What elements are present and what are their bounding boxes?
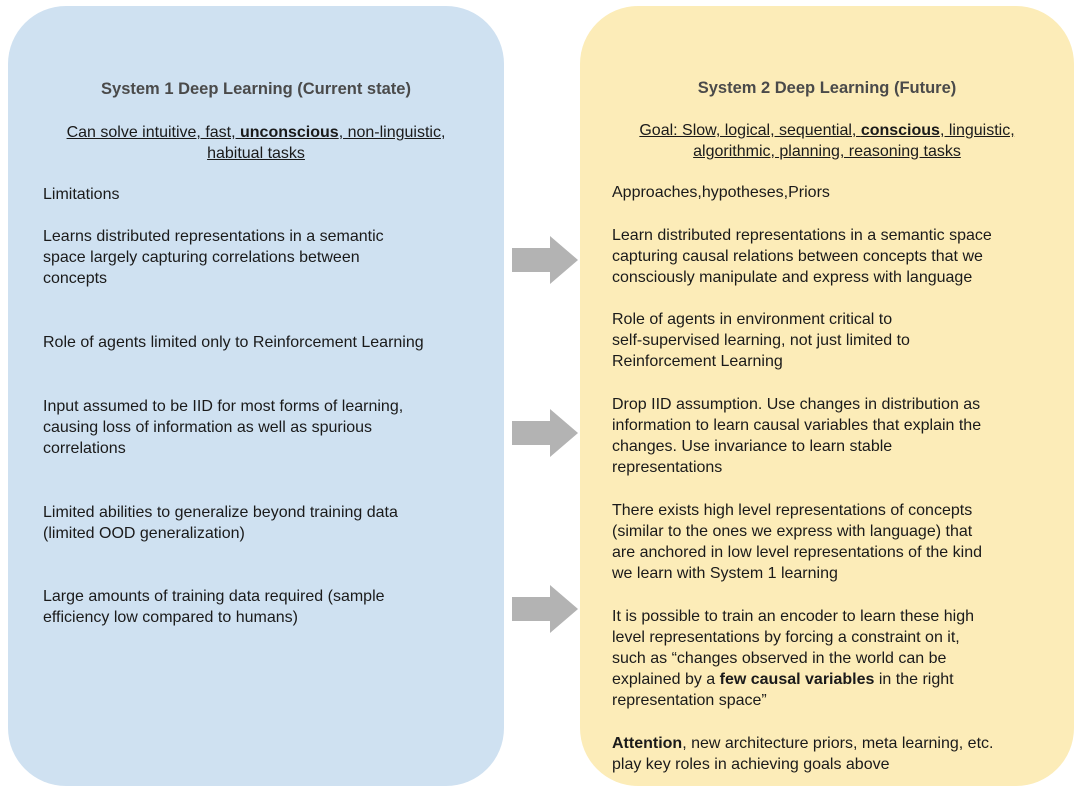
system2-item-attention: Attention, new architecture priors, meta learning, etc. play key roles in achieving goals above [612, 735, 994, 773]
system2-title: System 2 Deep Learning (Future) [697, 79, 957, 97]
system2-heading: Approaches,hypotheses,Priors [612, 184, 830, 201]
system2-item-high-level: There exists high level representations of concepts (similar to the ones we express with language) that are anchored in low level representations of the kind we learn with System 1 learning [612, 502, 982, 582]
system1-item-agents: Role of agents limited only to Reinforcement Learning [43, 334, 424, 351]
system2-subtitle: Goal: Slow, logical, sequential, conscious, linguistic, algorithmic, planning, reasoning tasks [639, 122, 1015, 160]
right-arrow-icon [510, 584, 580, 634]
system2-item-representations: Learn distributed representations in a semantic space capturing causal relations between concepts that we consciously manipulate and express with language [612, 227, 992, 286]
system1-subtitle: Can solve intuitive, fast, unconscious, non-linguistic, habitual tasks [66, 124, 446, 162]
system2-item-agents: Role of agents in environment critical to self-supervised learning, not just limited to Reinforcement Learning [612, 311, 910, 370]
system1-heading: Limitations [43, 186, 120, 203]
right-arrow-icon [510, 235, 580, 285]
system1-item-generalization: Limited abilities to generalize beyond training data (limited OOD generalization) [43, 504, 398, 542]
system1-item-iid: Input assumed to be IID for most forms of learning, causing loss of information as well as spurious correlations [43, 398, 404, 457]
arrow-iid [510, 408, 580, 458]
system1-item-sample-efficiency: Large amounts of training data required (sample efficiency low compared to humans) [43, 588, 385, 626]
system1-item-representations: Learns distributed representations in a semantic space largely capturing correlations between concepts [43, 228, 384, 287]
system2-item-encoder: It is possible to train an encoder to learn these high level representations by forcing a constraint on it, such as “changes observed in the world can be explained by a few causal variables in the right representation space” [612, 608, 974, 709]
arrow-sample-efficiency [510, 584, 580, 634]
system2-panel [580, 6, 1074, 786]
system1-panel [8, 6, 504, 786]
arrow-representations [510, 235, 580, 285]
system2-item-iid: Drop IID assumption. Use changes in distribution as information to learn causal variables that explain the changes. Use invariance to learn stable representations [612, 396, 982, 476]
system1-title: System 1 Deep Learning (Current state) [101, 80, 411, 98]
right-arrow-icon [510, 408, 580, 458]
